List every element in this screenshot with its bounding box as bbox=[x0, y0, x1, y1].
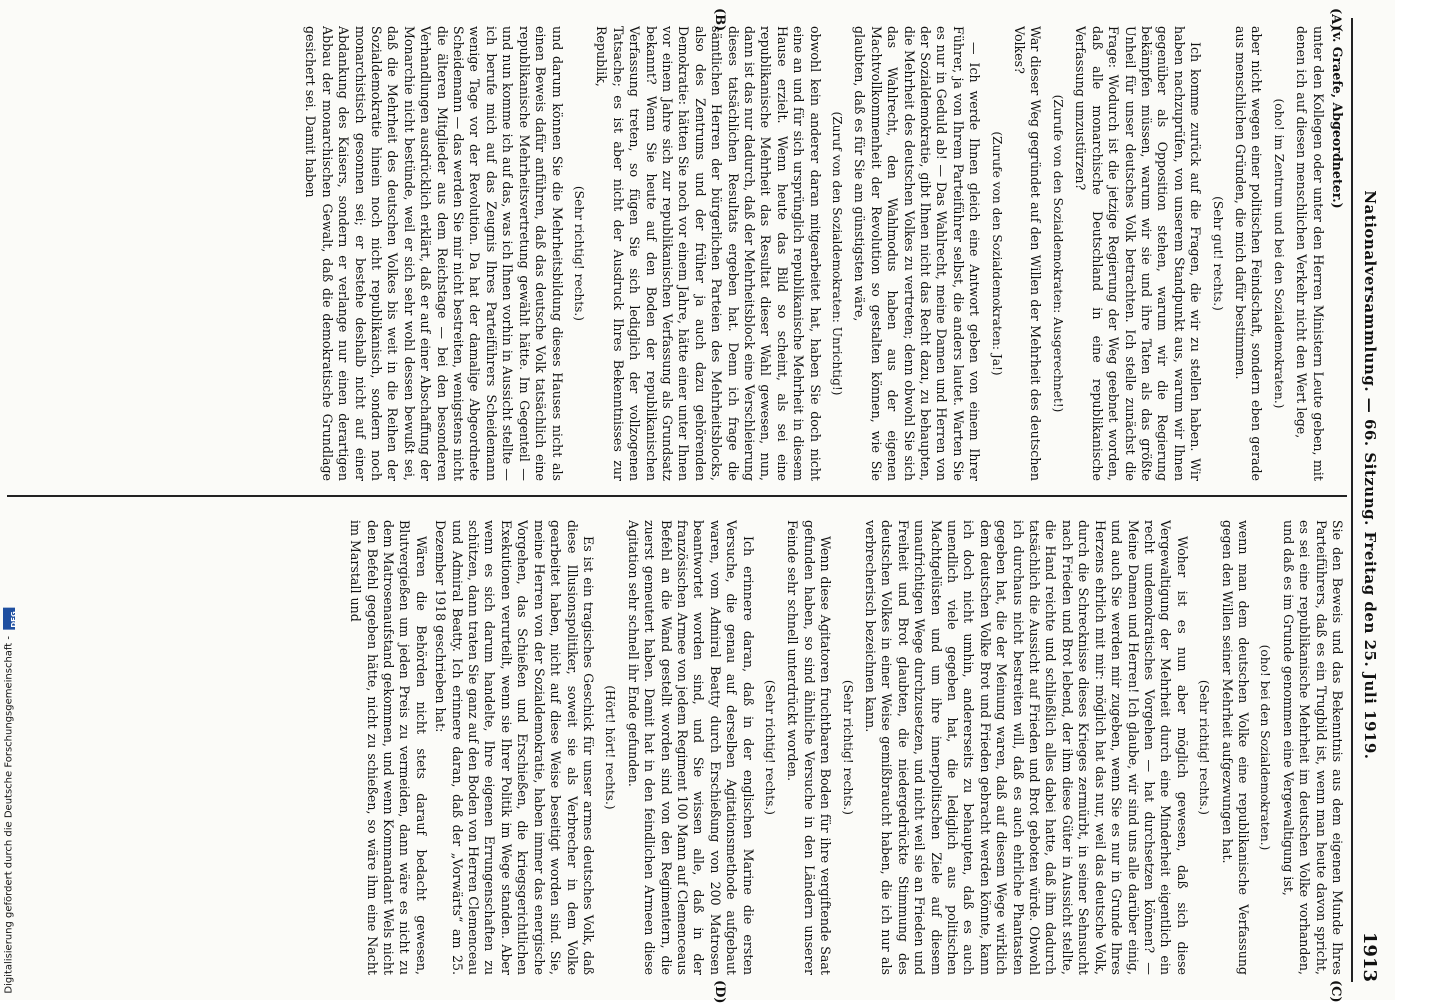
paragraph: wenn man dem deutschen Volke eine republikanische Verfassung gegen den Willen seiner Mehrheit aufgezwungen hat. bbox=[1219, 520, 1251, 975]
interjection: (Sehr richtig! rechts.) bbox=[763, 679, 777, 816]
page-number: 1913 bbox=[1359, 931, 1381, 982]
paragraph: Sie den Beweis und das Bekenntnis aus dem eigenen Munde Ihres Parteiführers, daß es ein Trugbild ist, wenn man heute davon spricht, es sei eine republikanische Mehrheit im deutschen Volke vorhanden, und daß es im Grunde genommen eine Vergewaltigung ist, bbox=[1280, 520, 1345, 975]
interjection: (Sehr gut! rechts.) bbox=[1210, 196, 1225, 311]
paragraph: Wenn diese Agitatoren fruchtbaren Boden für ihre vergiftende Saat gefunden haben, so sind ähnliche Versuche in den Ländern unserer Feinde sehr schnell unterdrückt worden. bbox=[785, 520, 834, 975]
paragraph: obwohl kein anderer daran mitgearbeitet hat, haben Sie doch nicht eine an und für sich ursprünglich republikanische Mehrheit in diesem Hause erzielt. Wenn heute das Bild so scheint, als sei eine republikanische Mehrheit das Resultat dieser Wahl gewesen, nun, dann ist das nur dadurch, daß der Mehrheitsblock eine Verschleierung dieses tatsächlichen Resultats ergeben hat. Denn ich frage die sämtlichen Herren der bürgerlichen Parteien des Mehrheitsblocks, also des Zentrums und der früher ja auch dazu gehörenden Demokratie: hätten Sie noch vor einem Jahre, hätte einer unter Ihnen vor einem Jahre sich zur republikanischen Verfassung als Grundsatz bekannt? Wenn Sie heute auf den Boden der republikanischen Verfassung treten, so fügen Sie sich lediglich der vollzogenen Tatsache; es ist aber nicht der Ausdruck Ihres Bekenntnisses zur Republik, bbox=[594, 26, 823, 481]
section-marker-d: (D) bbox=[712, 980, 727, 1004]
section-marker-a: (A) bbox=[1328, 8, 1343, 31]
footer bbox=[0, 0, 22, 1000]
paragraph: Woher ist es nun aber möglich gewesen, daß sich diese Vergewaltigung der Mehrheit durch eine Minderheit eigentlich ein recht undemokratisches Vorgehen — hat durchsetzen können? — Meine Damen und Herren! Ich glaube, wir sind uns alle darüber einig, und auch Sie werden mir zugeben, wenn Sie es nur in Grunde Ihres Herzens ehrlich mit mir: möglich hat das nur, weil das deutsche Volk, durch die Schrecknisse dieses Krieges zermürbt, in seiner Sehnsucht nach Frieden und Brot lebend, der ihm diese Güter in Aussicht stellte, die Hand reichte und schließlich alles dabei hatte, daß ihm dadurch tatsächlich die Aussicht auf Frieden und Brot geboten würde. Obwohl ich durchaus nicht bestreiten will, daß es auch ehrliche Phantasten gegeben hat, die der Meinung waren, daß auf diesem Wege wirklich dem deutschen Volke Brot und Frieden gebracht werden könnte, kann ich doch nicht umhin, andererseits zu behaupten, daß es auch unendlich viele gegeben hat, die lediglich aus politischen Machtgelüsten und um ihre innerpolitischen Ziele auf diesem unaufrichtigen Wege durchzusetzen, und nicht weil sie an Frieden und Freiheit und Brot glaubten, die niedergedrückte Stimmung des deutschen Volkes in einer Weise gemißbraucht haben, die ich nur als verbrecherisch bezeichnen kann. bbox=[863, 520, 1190, 975]
dfg-logo: DFG bbox=[3, 608, 15, 630]
interjection: (oho! im Zentrum und bei den Sozialdemokraten.) bbox=[1271, 98, 1286, 409]
paragraph: unter den Kollegen oder unter den Herren Ministern Leute geben, mit denen ich auf diesen menschlichen Verkehr nicht den Wert lege, bbox=[1294, 26, 1326, 481]
interjection: (Sehr richtig! rechts.) bbox=[1197, 679, 1212, 816]
page-title: Nationalversammlung. — 66. Sitzung. Freitag den 25. Juli 1919. bbox=[1361, 190, 1379, 760]
paragraph: Wären die Behörden nicht stets darauf bedacht gewesen, Blutvergießen um jeden Preis zu vermeiden, dann wäre es nicht zu dem Matrosenaufstand gekommen, und wenn Kommandant Wels nicht den Befehl gegeben hätte, nicht zu schießen, so wäre ihm eine Nacht im Marstall und bbox=[348, 520, 429, 975]
left-column bbox=[10, 26, 1345, 481]
paragraph: — Ich werde Ihnen gleich eine Antwort geben von einem Ihrer Führer, ja von Ihrem Parteiführer selbst, die anders lautet. Warten Sie es nur in Geduld ab! — Das Wahlrecht, meine Damen und Herren von der Sozialdemokratie, gibt Ihnen nicht das Recht dazu, zu behaupten, die Mehrheit des deutschen Volkes zu vertreten; denn obwohl Sie sich das Wahlrecht, den Wahlmodus haben aus der eigenen Machtvollkommenheit der Revolution so gestalten können, wie Sie glaubten, daß es für Sie am günstigsten wäre, bbox=[852, 26, 983, 481]
interjection: (Zurufe von den Sozialdemokraten: Ja!) bbox=[989, 131, 1004, 376]
paragraph: Ich komme zurück auf die Fragen, die wir zu stellen haben. Wir haben nachzuprüfen, von unserem Standpunkt aus, warum wir Ihnen gegenüber als Opposition stehen, warum wir die Regierung bekämpfen müssen, warum wir sie und ihre Taten als das größte Unheil für unser deutsches Volk betrachten. Ich stelle zunächst die Frage: Wodurch ist die jetzige Regierung der Weg geebnet worden, daß alle monarchische Deutschland in eine republikanische Verfassung umzustürzen? bbox=[1073, 26, 1204, 481]
paragraph: und darum können Sie die Mehrheitsbildung dieses Hauses nicht als einen Beweis dafür anführen, daß das deutsche Volk tatsächlich eine republikanische Mehrheitsvertretung gewählt hätte. Im Gegenteil — und nun komme ich auf das, was ich Ihnen vorhin in Aussicht stellte — ich berufe mich auf das Zeugnis Ihres Parteiführers Scheidemann wenige Tage vor der Revolution. Da hat der damalige Abgeordnete Scheidemann — das werden Sie mir nicht bestreiten, wenigstens nicht die älteren Mitglieder aus dem Reichstage — bei den besonderen Verhandlungen ausdrücklich erklärt, daß er auf einer Abschaffung der Monarchie nicht bestünde, weil er sich sehr wohl dessen bewußt sei, daß die Mehrheit des deutschen Volkes bis weit in die Reihen der Sozialdemokratie hinein noch nicht republikanisch, sondern noch monarchistisch gesonnen sei; er bestehe deshalb nicht auf einer Abdankung des Kaisers, sondern er verlange nur einen derartigen Abbau der monarchischen Gewalt, daß die demokratische Grundlage gesichert sei. Damit haben bbox=[303, 26, 565, 481]
paragraph: Ich erinnere daran, daß in der englischen Marine die ersten Versuche, die genau auf derselben Agitationsmethode aufgebaut waren, vom Admiral Beatty durch Erschießung von 200 Matrosen beantwortet worden sind, und Sie wissen alle, daß in der französischen Armee von jedem Regiment 100 Mann auf Clemenceaus Befehl an die Wand gestellt worden sind von den Regimentern, die zuerst gemeutert haben. Damit hat in den feindlichen Armeen diese Agitation sehr schnell ihr Ende gefunden. bbox=[625, 520, 756, 975]
speaker-label: (v. Graefe, Abgeordneter.) bbox=[1330, 26, 1345, 209]
right-column bbox=[10, 520, 1345, 975]
section-marker-c: (C) bbox=[1328, 980, 1343, 1003]
interjection: (Zurufe von den Sozialdemokraten: Ausgerechnet!) bbox=[1050, 94, 1065, 413]
interjection: (Zuruf von den Sozialdemokraten: Unrichtig!) bbox=[830, 111, 845, 396]
paragraph: War dieser Weg gegründet auf den Willen der Mehrheit des deutschen Volkes? bbox=[1012, 26, 1044, 481]
funding-credit: Digitalisierung gefördert durch die Deutsche Forschungsgemeinschaft - bbox=[3, 636, 15, 994]
interjection: (Hört! hört! rechts.) bbox=[603, 685, 618, 810]
interjection: (oho! bei den Sozialdemokraten.) bbox=[1258, 644, 1273, 851]
page-header bbox=[1351, 18, 1387, 982]
interjection: (Sehr richtig! rechts.) bbox=[571, 185, 586, 322]
column-divider bbox=[7, 495, 1347, 497]
paragraph: Es ist ein tragisches Geschick für unser armes deutsches Volk, daß diese Illusionspolitiker, soweit sie als Verbrecher in dem Volke gearbeitet haben, nicht auf diese Weise beseitigt worden sind. Sie, meine Herren von der Sozialdemokratie, haben immer das energische Vorgehen, das Schießen und Erschießen, die kriegsgerichtlichen Exekutionen verurteilt, wenn sie Ihrer Politik im Wege standen. Aber wenn es sich darum handelte, Ihre eigenen Errungenschaften zu schützen, dann traten Sie ganz auf den Boden von Herren Clemenceau und Admiral Beatty. Ich erinnere daran, daß der „Vorwärts“ am 25. Dezember 1918 geschrieben hat: bbox=[433, 520, 596, 975]
paragraph: aber nicht wegen einer politischen Feindschaft, sondern eben gerade aus menschlichen Gründen, die mich dafür bestimmen. bbox=[1232, 26, 1265, 481]
section-marker-b: (B) bbox=[712, 8, 727, 32]
interjection: (Sehr richtig! rechts.) bbox=[840, 679, 855, 816]
